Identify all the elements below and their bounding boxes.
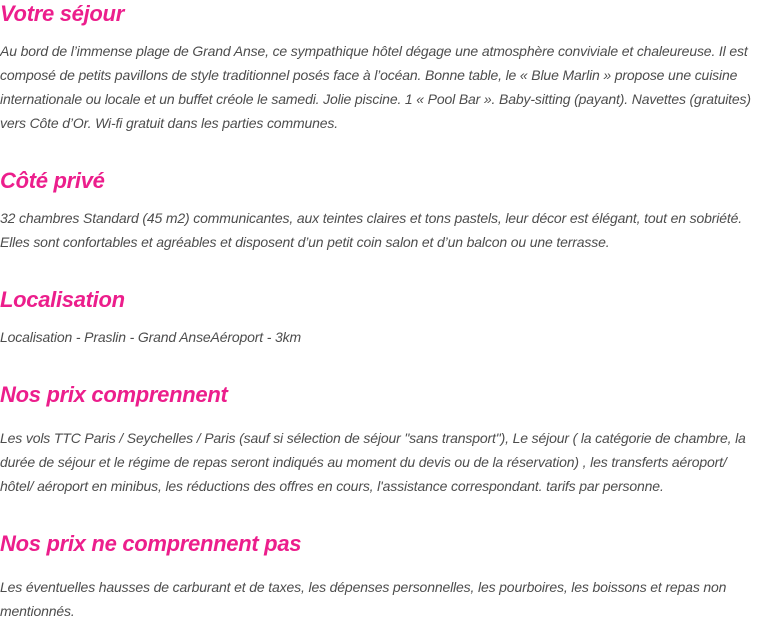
section-heading-localisation: Localisation bbox=[0, 287, 125, 312]
section-heading-prix-ne-comprennent-pas: Nos prix ne comprennent pas bbox=[0, 531, 302, 556]
section-prix-comprennent bbox=[0, 381, 758, 498]
section-text-cote-prive: 32 chambres Standard (45 m2) communicantes, aux teintes claires et tons pastels, leur décor est élégant, tout en sobriété. Elles sont confortables et agréables et disposent d’un petit coin salon et d’un balcon ou une terrasse. bbox=[0, 210, 742, 250]
section-text-prix-comprennent: Les vols TTC Paris / Seychelles / Paris (sauf si sélection de séjour "sans transport"), Le séjour ( la catégorie de chambre, la durée de séjour et le régime de repas seront indiqués au moment du devis ou de la réservation) , les transferts aéroport/ hôtel/ aéroport en minibus, les réductions des offres en cours, l'assistance correspondant. tarifs par personne. bbox=[0, 430, 746, 494]
section-text-votre-sejour: Au bord de l’immense plage de Grand Anse, ce sympathique hôtel dégage une atmosphère conviviale et chaleureuse. Il est composé de petits pavillons de style traditionnel posés face à l’océan. Bonne table, le « Blue Marlin » propose une cuisine internationale ou locale et un buffet créole le samedi. Jolie piscine. 1 « Pool Bar ». Baby-sitting (payant). Navettes (gratuites) vers Côte d’Or. Wi-fi gratuit dans les parties communes. bbox=[0, 43, 751, 131]
section-text-prix-ne-comprennent-pas: Les éventuelles hausses de carburant et de taxes, les dépenses personnelles, les pourboires, les boissons et repas non mentionnés. bbox=[0, 579, 727, 619]
section-heading-cote-prive: Côté privé bbox=[0, 168, 105, 193]
section-heading-prix-comprennent: Nos prix comprennent bbox=[0, 382, 228, 407]
section-prix-ne-comprennent-pas bbox=[0, 530, 758, 623]
section-heading-votre-sejour: Votre séjour bbox=[0, 1, 124, 26]
section-votre-sejour bbox=[0, 0, 758, 135]
section-text-localisation: Localisation - Praslin - Grand AnseAéroport - 3km bbox=[0, 329, 302, 345]
section-localisation bbox=[0, 286, 758, 349]
section-cote-prive bbox=[0, 167, 758, 254]
